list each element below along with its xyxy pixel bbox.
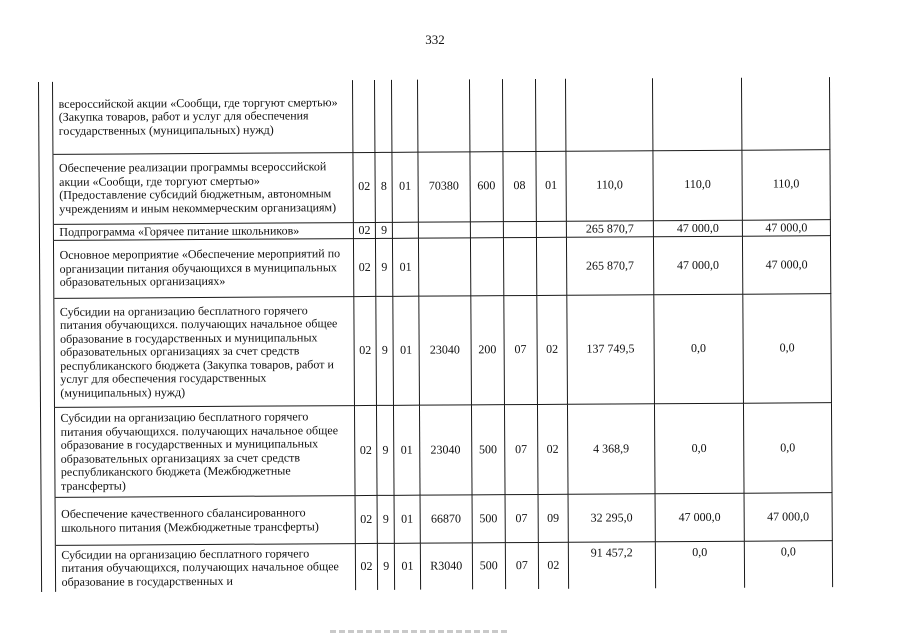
code-expense-type bbox=[469, 79, 503, 151]
page-number: 332 bbox=[425, 32, 445, 47]
amount-year-3 bbox=[741, 77, 830, 150]
amount-year-1 bbox=[565, 78, 652, 151]
amount-year-2: 47 000,0 bbox=[653, 236, 742, 295]
budget-table bbox=[38, 77, 833, 591]
code-expense-type bbox=[470, 221, 503, 238]
row-name: Обеспечение качественного сбалансированного школьного питания (Межбюджетные трансферты) bbox=[56, 496, 355, 546]
code-subsection: 09 bbox=[538, 494, 568, 542]
row-marker-cell bbox=[41, 497, 56, 545]
table-row bbox=[38, 77, 829, 154]
code-expense-type: 500 bbox=[472, 543, 505, 589]
amount-year-2: 0,0 bbox=[655, 541, 744, 588]
amount-year-1: 32 295,0 bbox=[568, 494, 655, 543]
code-direction: 23040 bbox=[419, 405, 471, 495]
code-event: 01 bbox=[393, 405, 419, 495]
code-program: 02 bbox=[355, 495, 378, 543]
code-event: 01 bbox=[394, 495, 420, 543]
amount-year-1: 110,0 bbox=[566, 150, 653, 221]
amount-year-3: 47 000,0 bbox=[742, 219, 830, 236]
amount-year-3: 0,0 bbox=[744, 541, 832, 588]
code-subprogram: 9 bbox=[378, 543, 395, 589]
row-name: Субсидии на организацию бесплатного горячего питания обучающихся. получающих начальное общее образование в государственных и муниципальных образовательных организациях за счет средств республиканского бюджета (Закупка товаров, работ и услуг для обеспечения государственных (муниципальных) нужд) bbox=[54, 297, 354, 408]
code-section bbox=[502, 79, 536, 151]
amount-year-1: 4 368,9 bbox=[567, 404, 655, 495]
code-direction bbox=[418, 221, 470, 238]
code-program: 02 bbox=[353, 152, 376, 222]
code-subprogram bbox=[375, 80, 392, 152]
amount-year-1: 265 870,7 bbox=[566, 237, 653, 296]
row-marker-cell bbox=[41, 545, 56, 591]
code-subsection: 02 bbox=[537, 404, 568, 494]
code-section: 07 bbox=[505, 494, 538, 542]
code-direction: R3040 bbox=[420, 543, 472, 589]
amount-year-3: 47 000,0 bbox=[742, 236, 830, 295]
code-direction: 66870 bbox=[420, 495, 472, 543]
table-row bbox=[41, 541, 832, 592]
row-name: Субсидии на организацию бесплатного горячего питания обучающихся, получающих начальное общее образование в государственных и bbox=[56, 544, 355, 592]
code-subprogram: 9 bbox=[376, 296, 393, 405]
row-name: всероссийской акции «Сообщи, где торгуют смертью» (Закупка товаров, работ и услуг для обеспечения государственных (муниципальных) нужд) bbox=[53, 80, 353, 154]
table-row bbox=[40, 403, 832, 498]
code-direction: 70380 bbox=[418, 151, 470, 221]
amount-year-2: 0,0 bbox=[654, 294, 744, 404]
table-row bbox=[39, 149, 830, 224]
row-marker-cell bbox=[40, 298, 55, 407]
row-marker-cell bbox=[40, 407, 55, 497]
code-event: 01 bbox=[394, 543, 420, 589]
code-event: 01 bbox=[392, 152, 418, 222]
amount-year-3: 110,0 bbox=[742, 149, 831, 220]
amount-year-3: 47 000,0 bbox=[744, 493, 832, 542]
amount-year-2: 47 000,0 bbox=[655, 493, 744, 542]
table-row bbox=[39, 236, 830, 299]
code-program: 02 bbox=[355, 543, 378, 589]
code-section: 07 bbox=[505, 542, 538, 588]
row-marker-cell bbox=[39, 224, 54, 241]
code-event: 01 bbox=[393, 296, 420, 405]
code-section: 07 bbox=[504, 404, 538, 494]
code-expense-type: 500 bbox=[471, 405, 505, 495]
code-subprogram: 8 bbox=[375, 152, 392, 222]
code-subsection: 02 bbox=[537, 295, 568, 404]
amount-year-1: 265 870,7 bbox=[566, 220, 653, 237]
code-subsection: 01 bbox=[536, 151, 566, 221]
code-program: 02 bbox=[353, 222, 376, 239]
code-event bbox=[392, 80, 418, 152]
row-marker-cell bbox=[38, 82, 53, 154]
code-section: 08 bbox=[503, 151, 537, 221]
code-subsection: 02 bbox=[538, 542, 568, 588]
code-subsection bbox=[536, 221, 566, 238]
code-expense-type: 600 bbox=[470, 151, 504, 221]
code-subprogram: 9 bbox=[377, 405, 394, 495]
table-row bbox=[41, 493, 832, 546]
code-event bbox=[392, 222, 418, 239]
amount-year-2: 110,0 bbox=[653, 150, 742, 221]
code-direction: 23040 bbox=[419, 296, 471, 405]
code-subprogram: 9 bbox=[376, 238, 393, 296]
row-name: Обеспечение реализации программы всероссийской акции «Сообщи, где торгуют смертью» (Предоставление субсидий бюджетным, автономным учреждениям и иным некоммерческим организациям) bbox=[53, 152, 353, 224]
code-direction bbox=[418, 238, 470, 296]
row-name: Подпрограмма «Горячее питание школьников» bbox=[54, 222, 353, 240]
code-section bbox=[503, 237, 536, 295]
code-expense-type: 500 bbox=[472, 495, 505, 543]
amount-year-2: 0,0 bbox=[654, 403, 744, 494]
code-subprogram: 9 bbox=[377, 495, 394, 543]
code-program: 02 bbox=[353, 238, 376, 296]
amount-year-2: 47 000,0 bbox=[653, 220, 742, 237]
row-marker-cell bbox=[39, 240, 54, 298]
code-expense-type bbox=[470, 238, 503, 296]
row-marker-cell bbox=[39, 154, 54, 224]
code-program: 02 bbox=[354, 296, 377, 405]
amount-year-1: 91 457,2 bbox=[568, 542, 655, 589]
code-section bbox=[503, 221, 536, 238]
code-subsection bbox=[536, 237, 566, 295]
code-program bbox=[352, 80, 375, 152]
amount-year-1: 137 749,5 bbox=[567, 295, 655, 405]
code-section: 07 bbox=[504, 295, 538, 404]
code-program: 02 bbox=[354, 405, 377, 495]
code-expense-type: 200 bbox=[470, 296, 504, 405]
row-name: Субсидии на организацию бесплатного горячего питания обучающихся. получающих начальное общее образование в государственных и муниципальных образовательных организациях за счет средств республиканского бюджета (Межбюджетные трансферты) bbox=[55, 406, 355, 498]
code-subprogram: 9 bbox=[376, 222, 393, 239]
table-row bbox=[40, 294, 832, 408]
code-subsection bbox=[535, 79, 565, 151]
amount-year-3: 0,0 bbox=[743, 403, 832, 494]
row-name: Основное мероприятие «Обеспечение мероприятий по организации питания обучающихся в муниципальных образовательных организациях» bbox=[54, 239, 354, 299]
amount-year-3: 0,0 bbox=[743, 294, 832, 404]
scan-artifact bbox=[330, 630, 510, 633]
amount-year-2 bbox=[652, 78, 741, 151]
code-event: 01 bbox=[392, 238, 418, 296]
code-direction bbox=[417, 79, 469, 151]
